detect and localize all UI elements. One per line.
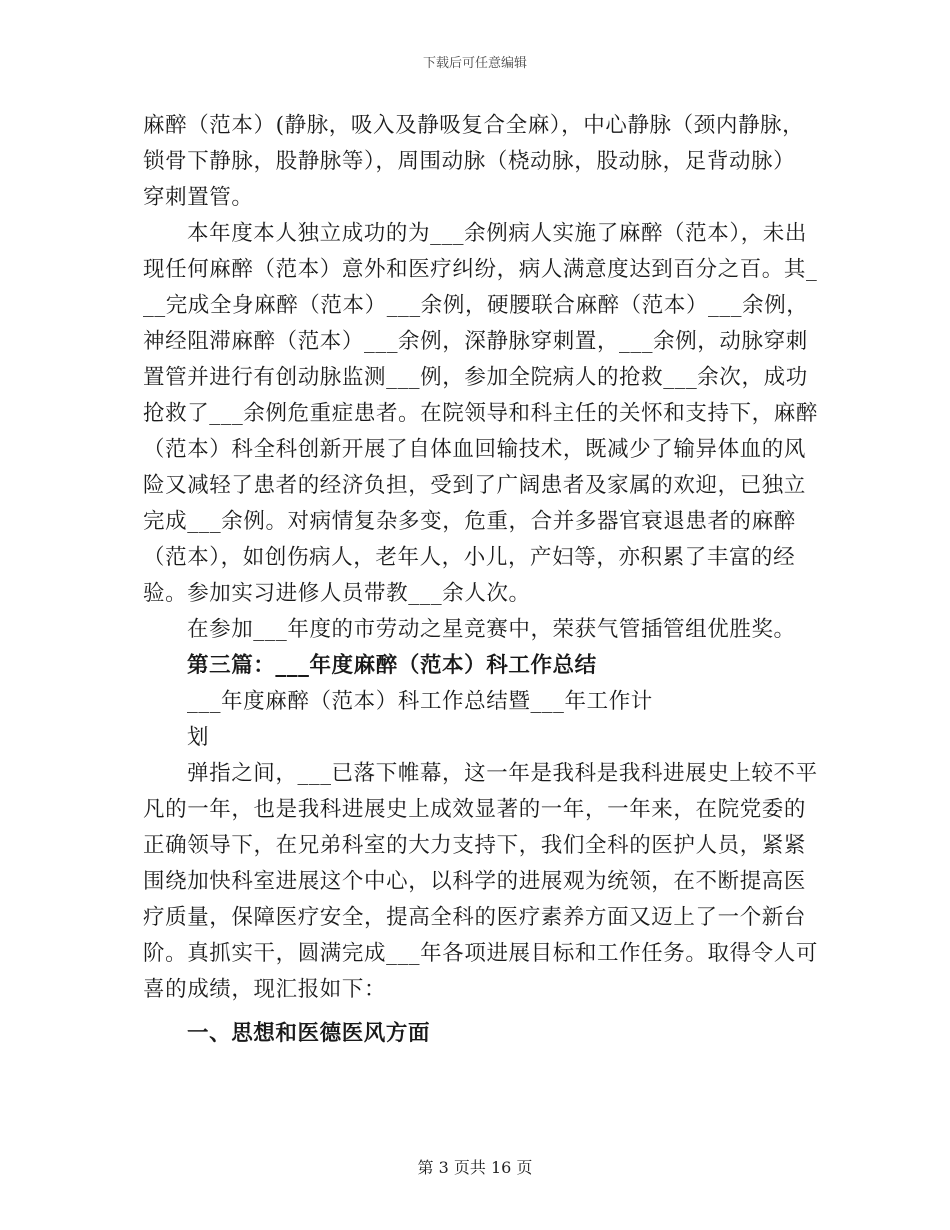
section-heading: 第三篇：___年度麻醉（范本）科工作总结	[187, 653, 597, 678]
paragraph-line: 验。参加实习进修人员带教___余人次。	[143, 581, 531, 606]
paragraph-line: 在参加___年度的市劳动之星竞赛中，荣获气管插管组优胜奖。	[187, 617, 796, 642]
document-body	[143, 108, 818, 1052]
subtitle-line: 划	[187, 725, 210, 750]
paragraph-line: 阶。真抓实干，圆满完成___年各项进展目标和工作任务。取得令人可	[143, 941, 818, 966]
paragraph-line: 疗质量，保障医疗安全，提高全科的医疗素养方面又迈上了一个新台	[143, 905, 807, 930]
paragraph-line: 弹指之间，___已落下帷幕，这一年是我科是我科进展史上较不平	[187, 761, 818, 786]
page-footer: 第 3 页共 16 页	[417, 1158, 533, 1177]
page-header: 下载后可任意编辑	[422, 56, 527, 71]
paragraph-line: 正确领导下，在兄弟科室的大力支持下，我们全科的医护人员，紧紧	[143, 833, 807, 858]
paragraph-line: 穿刺置管。	[143, 185, 254, 210]
paragraph-line: 喜的成绩，现汇报如下：	[143, 977, 387, 1002]
paragraph-line: 围绕加快科室进展这个中心，以科学的进展观为统领，在不断提高医	[143, 869, 807, 894]
paragraph-line: 凡的一年，也是我科进展史上成效显著的一年，一年来，在院党委的	[143, 797, 807, 822]
paragraph-line: 麻醉（范本）(静脉，吸入及静吸复合全麻），中心静脉（颈内静脉，	[143, 113, 805, 138]
paragraph-line: 神经阻滞麻醉（范本）___余例，深静脉穿刺置，___余例，动脉穿刺	[143, 329, 808, 354]
subtitle-line: ___年度麻醉（范本）科工作总结暨___年工作计	[187, 689, 653, 714]
paragraph-line: 险又减轻了患者的经济负担，受到了广阔患者及家属的欢迎，已独立	[143, 473, 807, 498]
paragraph-line: 锁骨下静脉，股静脉等），周围动脉（桡动脉，股动脉，足背动脉）	[143, 149, 796, 174]
paragraph-line: 完成___余例。对病情复杂多变，危重，合并多器官衰退患者的麻醉	[143, 509, 796, 534]
paragraph-line: 抢救了___余例危重症患者。在院领导和科主任的关怀和支持下，麻醉	[143, 401, 818, 426]
paragraph-line: 置管并进行有创动脉监测___例，参加全院病人的抢救___余次，成功	[143, 365, 808, 390]
paragraph-line: （范本），如创伤病人，老年人，小儿，产妇等，亦积累了丰富的经	[143, 545, 796, 570]
subsection-heading: 一、思想和医德医风方面	[187, 1021, 431, 1046]
paragraph-line: 现任何麻醉（范本）意外和医疗纠纷，病人满意度达到百分之百。其_	[143, 257, 818, 282]
paragraph-line: 本年度本人独立成功的为___余例病人实施了麻醉（范本），未出	[187, 221, 808, 246]
paragraph-line: __完成全身麻醉（范本）___余例，硬腰联合麻醉（范本）___余例，	[143, 293, 809, 318]
paragraph-line: （范本）科全科创新开展了自体血回输技术，既减少了输异体血的风	[143, 437, 807, 462]
